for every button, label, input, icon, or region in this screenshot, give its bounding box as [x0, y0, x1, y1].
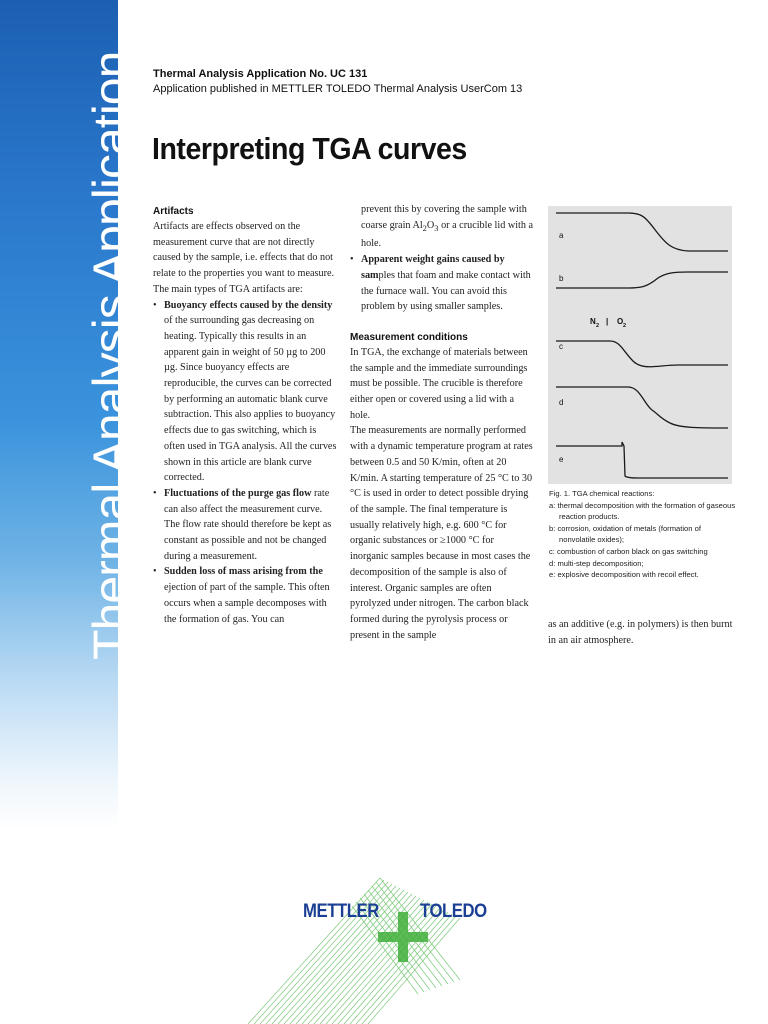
bullet-bold: Apparent weight gains caused by sam — [361, 254, 505, 281]
bullet-text: ejection of part of the sample. This often occurs when a sample decomposes with the formation of gas. You can — [164, 582, 330, 625]
column-2 — [350, 202, 534, 643]
tga-curves — [548, 206, 732, 484]
logo-text-right: TOLEDO — [420, 901, 487, 922]
label-e: e — [559, 455, 564, 464]
caption-item: d: multi-step decomposition; — [549, 558, 644, 568]
application-number: Thermal Analysis Application No. UC 131 — [153, 68, 368, 80]
caption-item: e: explosive decomposition with recoil effect. — [549, 570, 699, 580]
svg-text:2: 2 — [623, 323, 627, 329]
bullet-continuation: prevent this by covering the sample with coarse grain $Al_2O_3$ or a crucible lid with a hole. — [361, 204, 534, 250]
bullet-text: ples that foam and make contact with the furnace wall. You can avoid this problem by using smaller samples. — [361, 269, 531, 313]
label-c: c — [559, 342, 563, 351]
bullet-bold: Fluctuations of the purge gas flow — [164, 487, 312, 499]
logo-text-left: METTLER — [303, 901, 379, 922]
caption-item: a: thermal decomposition with the formation of gaseous reaction products. — [549, 500, 736, 522]
curve-c — [556, 341, 728, 367]
publication-note: Application published in METTLER TOLEDO Thermal Analysis UserCom 13 — [153, 83, 523, 95]
measurement-para-1: In TGA, the exchange of materials between the sample and the immediate surroundings must be possible. The crucible is therefore either open or covered using a lid with a hole. — [350, 346, 528, 421]
header — [153, 67, 522, 97]
bullet-bold: Sudden loss of mass arising from the — [164, 566, 323, 578]
list-item — [350, 252, 534, 315]
svg-text:|: | — [606, 317, 609, 326]
page-title: Interpreting TGA curves — [152, 131, 467, 166]
tga-figure — [548, 206, 732, 484]
caption-title: Fig. 1. TGA chemical reactions: — [549, 489, 655, 498]
artifacts-list-continued — [350, 252, 534, 315]
column-1 — [153, 204, 339, 627]
gas-switch-label — [590, 317, 626, 329]
artifacts-list — [153, 298, 339, 628]
label-b: b — [559, 274, 564, 283]
measurement-para-2: The measurements are normally performed with a dynamic temperature program at rates between 0.5 and 50 K/min, often at 20 K/min. A starting temperature of 25 °C to 30 °C is used in order to detect possible drying of the sample. The final temperature is usually relatively high, e.g. 600 °C for organic substances or ≥1000 °C for inorganic samples because in most cases the decomposition of the sample is also of interest. Organic samples are often pyrolyzed under nitrogen. The carbon black formed during the pyrolysis process or present in the sample — [350, 425, 533, 641]
curve-e — [556, 442, 728, 478]
list-item — [153, 564, 339, 627]
bullet-text: of the surrounding gas decreasing on heating. Typically this results in an apparent gain in weight of 50 µg to 200 µg. Since buoyancy effects are reproducible, the curves can be corrected by performing an automatic blank curve subtraction. This also applies to buoyancy effects due to gas switching, which is often used in TGA analysis. All the curves shown in this article are blank curve corrected. — [164, 315, 337, 484]
mettler-toledo-logo-mark — [230, 870, 530, 1024]
artifacts-intro: Artifacts are effects observed on the measurement curve that are not directly caused by the sample, i.e. effects that do not relate to the properties you want to measure. — [153, 221, 335, 280]
svg-text:N: N — [590, 317, 596, 326]
curve-a — [556, 213, 728, 251]
side-title: Thermal Analysis Application — [83, 51, 139, 660]
list-item — [153, 486, 339, 565]
curve-d — [556, 387, 728, 428]
bullet-bold: Buoyancy effects caused by the density — [164, 299, 333, 311]
curve-b — [556, 272, 728, 288]
caption-item: c: combustion of carbon black on gas switching — [549, 546, 708, 556]
bullet-text: rate can also affect the measurement curve. The flow rate should therefore be kept as constant as possible and not be changed during a measurement. — [164, 487, 332, 562]
artifacts-heading: Artifacts — [153, 206, 194, 217]
svg-text:2: 2 — [596, 323, 600, 329]
column-3-text: as an additive (e.g. in polymers) is then burnt in an air atmosphere. — [548, 619, 733, 646]
svg-text:O: O — [617, 317, 624, 326]
figure-caption — [549, 488, 737, 581]
label-a: a — [559, 231, 564, 240]
measurement-heading: Measurement conditions — [350, 331, 468, 343]
label-d: d — [559, 398, 564, 407]
caption-item: b: corrosion, oxidation of metals (formation of nonvolatile oxides); — [549, 523, 701, 545]
list-item — [153, 298, 339, 486]
artifacts-main-types: The main types of TGA artifacts are: — [153, 283, 303, 295]
